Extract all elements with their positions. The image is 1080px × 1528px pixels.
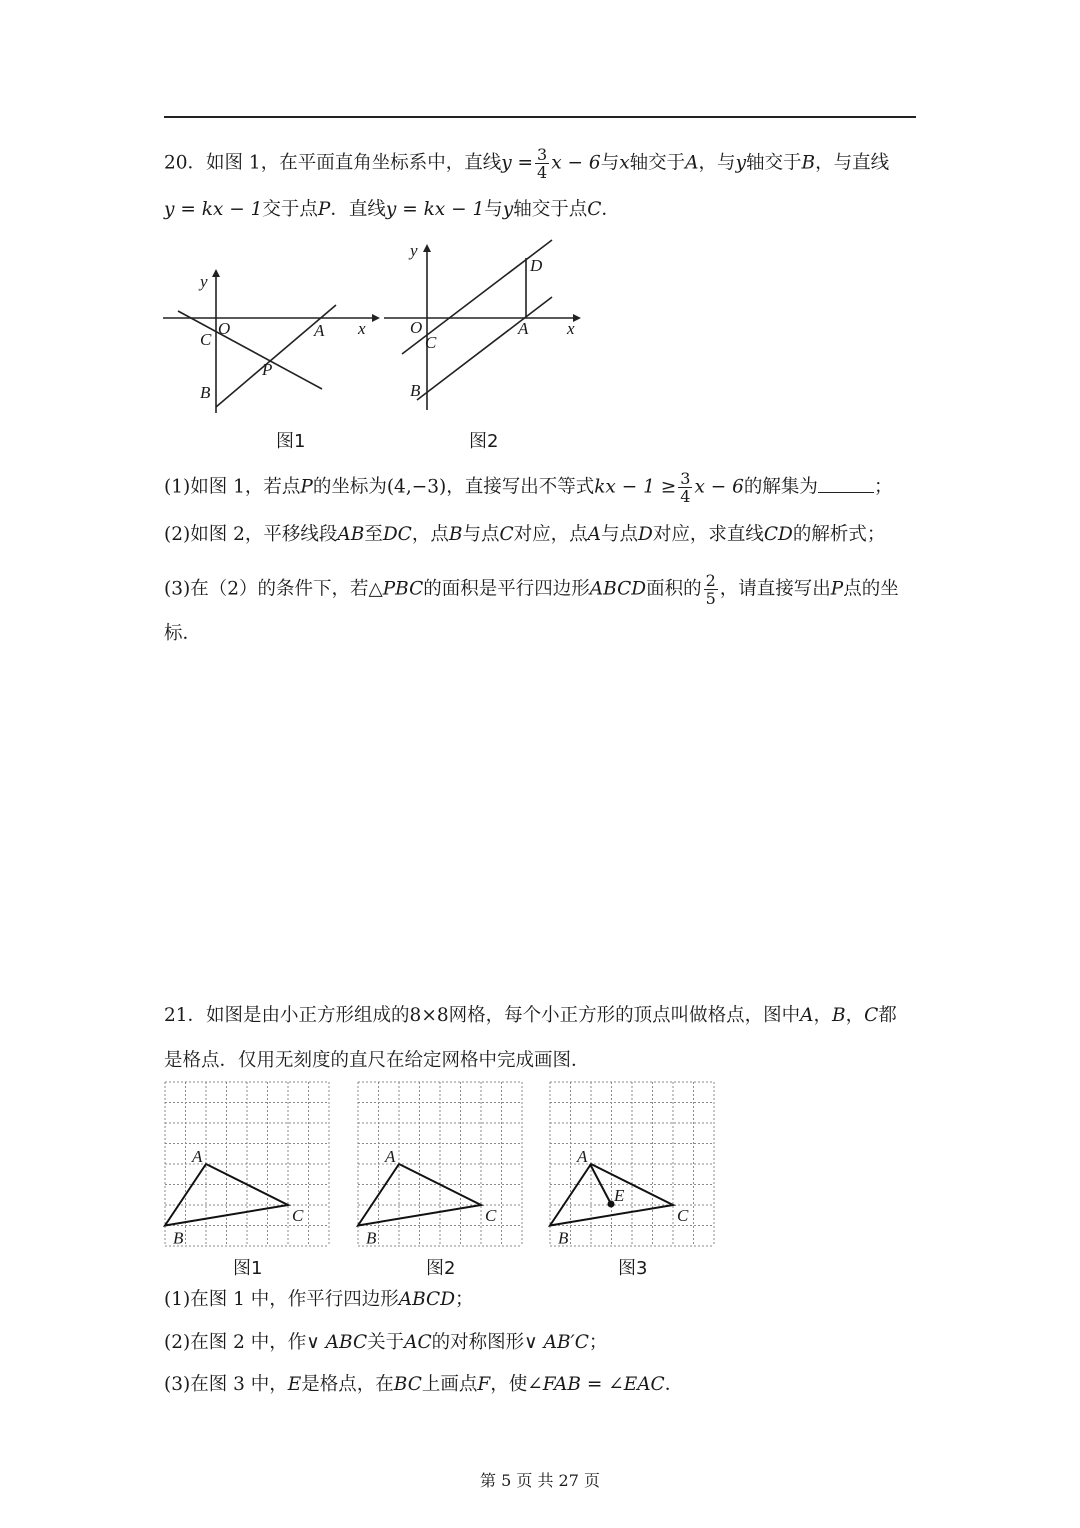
- fig1-label-a: A: [192, 1147, 203, 1166]
- q21-part1: (1)在图 1 中，作平行四边形ABCD；: [164, 1289, 474, 1310]
- fig1-label-x: x: [358, 319, 366, 338]
- q21-line1: 21．如图是由小正方形组成的8×8网格，每个小正方形的顶点叫做格点，图中A，B，C都: [164, 1005, 897, 1026]
- q20-part3: (3)在（2）的条件下，若△PBC的面积是平行四边形ABCD面积的 $\frac{2}{5}$ ，请直接写出P点的坐: [164, 571, 899, 608]
- q21-fig1-caption: 图1: [233, 1258, 263, 1279]
- fig3-label-c: C: [677, 1206, 689, 1225]
- q21-part3: (3)在图 3 中，E是格点，在BC上画点F，使∠FAB = ∠EAC．: [164, 1374, 684, 1395]
- page-footer: 第 5 页 共 27 页: [480, 1471, 600, 1490]
- fig1-label-a: A: [314, 321, 325, 340]
- q20-line1: 20．如图 1，在平面直角坐标系中，直线y = $\frac{3}{4}$ x − 6与x轴交于A，与y轴交于B，与直线: [164, 145, 890, 182]
- q20-line2: y = kx − 1交于点P．直线y = kx − 1与y轴交于点C．: [164, 199, 620, 220]
- fig1-label-y: y: [200, 272, 208, 291]
- fig2-label-c: C: [485, 1206, 497, 1225]
- q21-figure-3: [548, 1080, 718, 1250]
- q21-fig2-caption: 图2: [426, 1258, 456, 1279]
- q20-part1: (1)如图 1，若点P的坐标为(4,−3)，直接写出不等式kx − 1 ≥ $\frac{3}{4}$ x − 6的解集为 ；: [164, 469, 893, 506]
- fig2-label-c: C: [425, 333, 437, 352]
- fig2-label-b: B: [366, 1228, 377, 1248]
- q21-fig3-caption: 图3: [618, 1258, 648, 1279]
- q20-part3-cont: 标．: [164, 623, 202, 644]
- fig2-label-a: A: [385, 1147, 396, 1166]
- fig3-label-e: E: [614, 1186, 625, 1205]
- fig3-label-a: A: [577, 1147, 588, 1166]
- fig2-label-y: y: [410, 241, 418, 260]
- fig2-label-d: D: [530, 256, 543, 275]
- q20-figure-1: [160, 265, 380, 425]
- fig2-label-b: B: [410, 381, 421, 400]
- fig2-label-a: A: [518, 319, 529, 338]
- fig2-label-x: x: [567, 319, 575, 338]
- q21-line2: 是格点．仅用无刻度的直尺在给定网格中完成画图．: [164, 1050, 590, 1071]
- answer-blank: [818, 474, 874, 493]
- q21-figure-2: [356, 1080, 526, 1250]
- fraction-2-5: $\frac{2}{5}$: [705, 571, 716, 608]
- q20-part2: (2)如图 2，平移线段AB至DC，点B与点C对应，点A与点D对应，求直线CD的解析式；: [164, 524, 886, 545]
- q20-fig2-caption: 图2: [469, 431, 499, 452]
- fig1-label-o: O: [218, 319, 231, 338]
- fig1-label-c: C: [292, 1206, 304, 1225]
- fig2-label-o: O: [410, 318, 423, 337]
- fig1-label-c: C: [200, 330, 212, 349]
- fig3-label-b: B: [558, 1228, 569, 1248]
- fraction-3-4: $\frac{3}{4}$: [537, 145, 548, 182]
- top-rule: [164, 116, 916, 118]
- q20-fig1-caption: 图1: [276, 431, 306, 452]
- q21-part2: (2)在图 2 中，作∨ ABC关于AC的对称图形∨ AB′C；: [164, 1332, 608, 1353]
- fig1-label-b: B: [200, 383, 211, 402]
- fig1-label-b: B: [173, 1228, 184, 1248]
- fig1-label-p: P: [262, 360, 273, 379]
- q20-figure-2: [380, 238, 585, 413]
- q21-figure-1: [163, 1080, 333, 1250]
